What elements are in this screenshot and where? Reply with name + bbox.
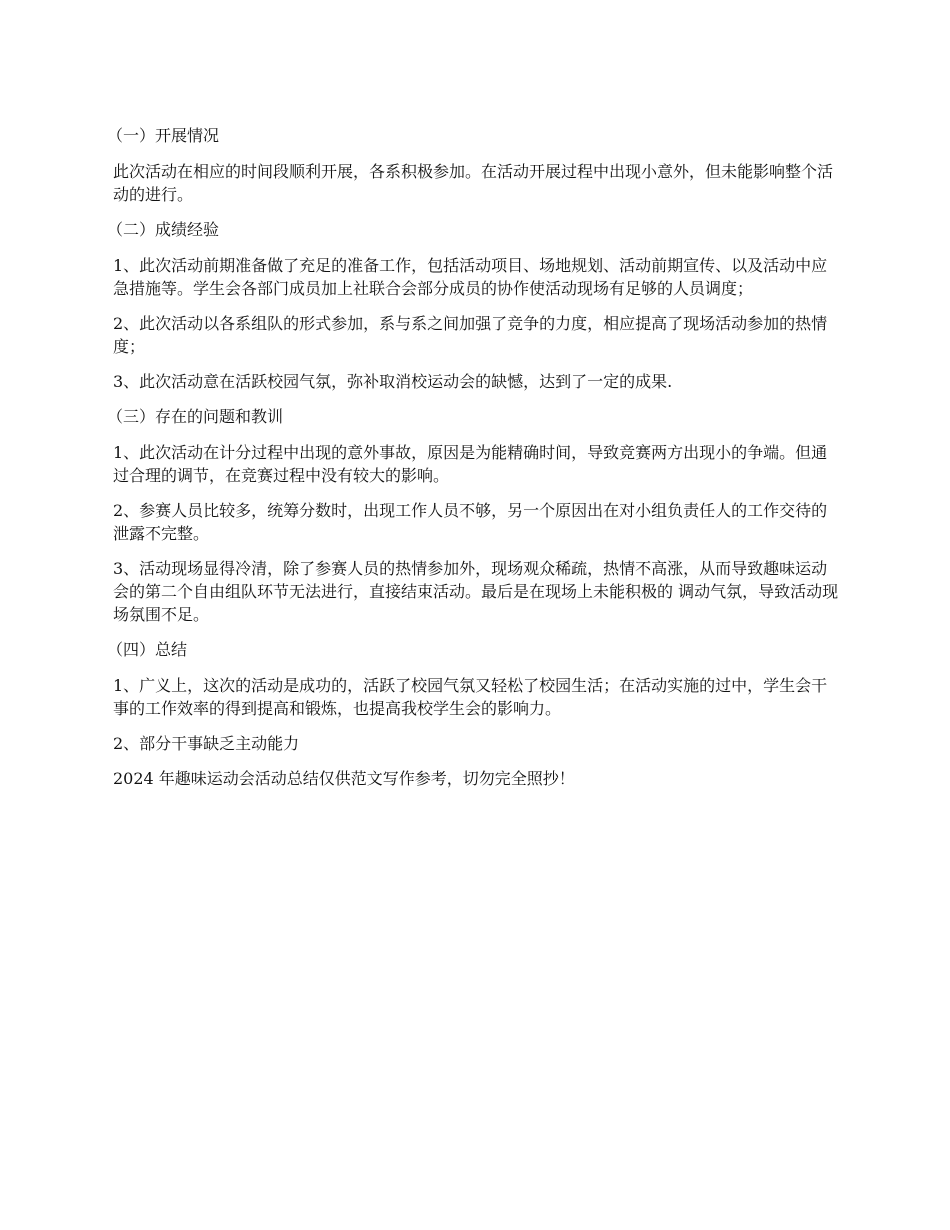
closing-note: 2024 年趣味运动会活动总结仅供范文写作参考，切勿完全照抄！ [113,769,575,788]
paragraph: 1、广义上，这次的活动是成功的，活跃了校园气氛又轻松了校园生活；在活动实施的过中，学生会干事的工作效率的得到提高和锻炼，也提高我校学生会的影响力。 [113,676,828,718]
paragraph: 2、部分干事缺乏主动能力 [113,734,300,753]
paragraph: 此次活动在相应的时间段顺利开展，各系积极参加。在活动开展过程中出现小意外，但未能影响整个活动的进行。 [113,162,834,204]
section-heading-3: （三）存在的问题和教训 [107,407,284,426]
paragraph: 2、参赛人员比较多，统筹分数时，出现工作人员不够，另一个原因出在对小组负责任人的工作交待的泄露不完整。 [113,501,828,543]
paragraph: 3、此次活动意在活跃校园气氛，弥补取消校运动会的缺憾，达到了一定的成果. [113,372,673,391]
paragraph: 1、此次活动在计分过程中出现的意外事故，原因是为能精确时间，导致竞赛两方出现小的争端。但通过合理的调节，在竞赛过程中没有较大的影响。 [113,443,828,485]
section-heading-2: （二）成绩经验 [107,220,220,239]
section-heading-1: （一）开展情况 [107,126,220,145]
document-body [107,124,841,802]
paragraph: 1、此次活动前期准备做了充足的准备工作，包括活动项目、场地规划、活动前期宣传、以及活动中应急措施等。学生会各部门成员加上社联合会部分成员的协作使活动现场有足够的人员调度； [113,256,828,298]
paragraph: 3、活动现场显得冷清，除了参赛人员的热情参加外，现场观众稀疏，热情不高涨，从而导致趣味运动会的第二个自由组队环节无法进行，直接结束活动。最后是在现场上未能积极的 调动气氛，导致活动现场氛围不足。 [113,559,839,624]
paragraph: 2、此次活动以各系组队的形式参加，系与系之间加强了竞争的力度，相应提高了现场活动参加的热情度； [113,314,828,356]
section-heading-4: （四）总结 [107,640,188,659]
